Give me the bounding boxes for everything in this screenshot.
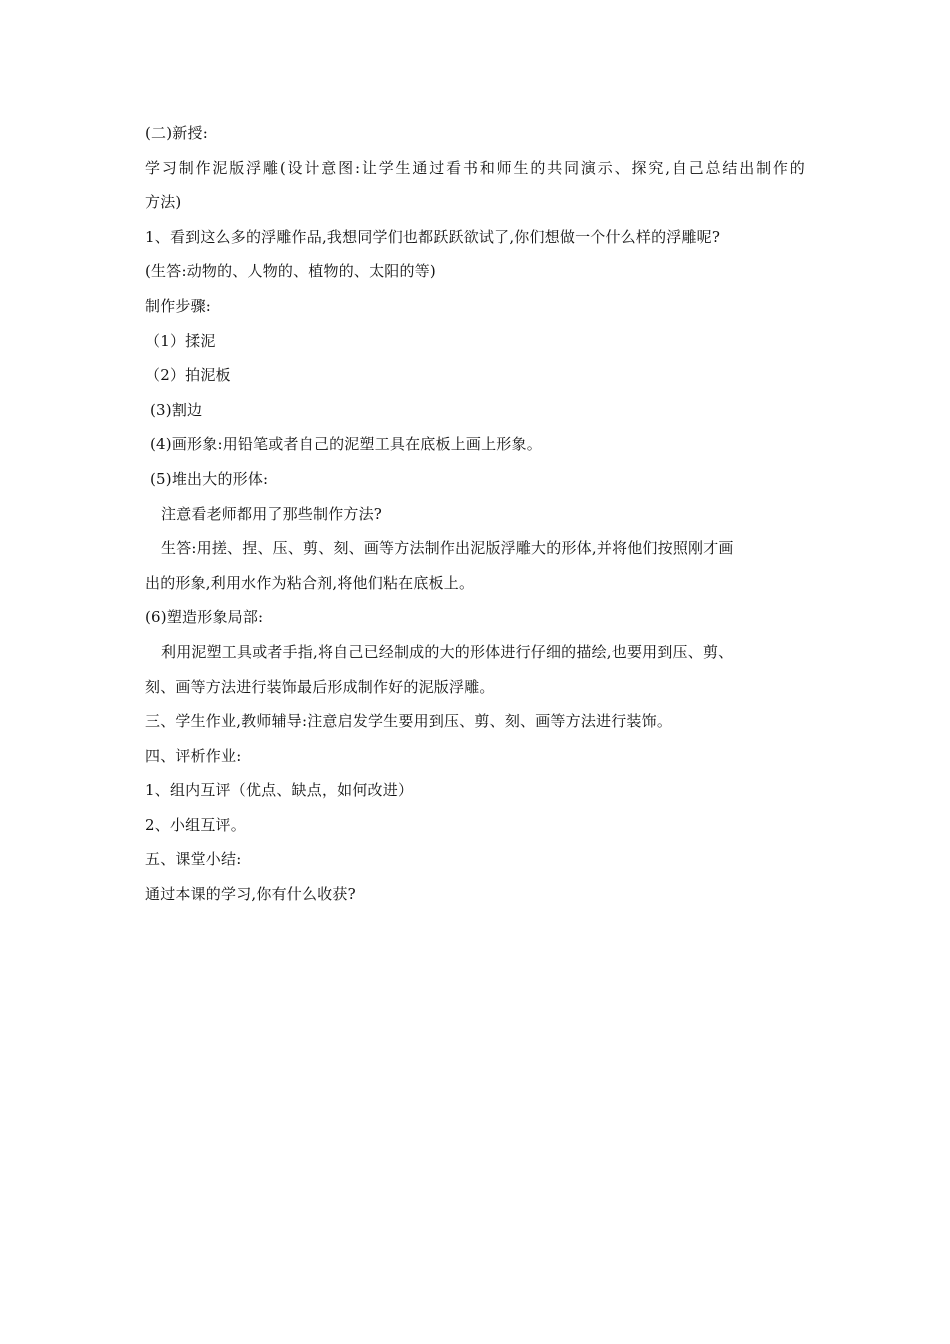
section-student-work: 三、学生作业,教师辅导:注意启发学生要用到压、剪、刻、画等方法进行装饰。 [145,712,673,731]
section-summary: 五、课堂小结: [145,850,242,869]
student-answer-1: (生答:动物的、人物的、植物的、太阳的等) [145,262,436,281]
step-5-answer-cont: 出的形象,利用水作为粘合剂,将他们粘在底板上。 [145,573,475,592]
evaluation-item-1: 1、组内互评（优点、缺点，如何改进） [145,781,414,800]
step-3: (3)割边 [150,400,203,419]
step-5-note: 注意看老师都用了那些制作方法? [161,504,383,523]
step-6: (6)塑造形象局部: [145,608,264,627]
section-evaluation: 四、评析作业: [145,746,242,765]
step-6-detail: 利用泥塑工具或者手指,将自己已经制成的大的形体进行仔细的描绘,也要用到压、剪、 [161,642,734,661]
step-4: (4)画形象:用铅笔或者自己的泥塑工具在底板上画上形象。 [150,435,542,454]
step-5: (5)堆出大的形体: [150,469,269,488]
evaluation-item-2: 2、小组互评。 [145,815,246,834]
section-heading-new-lesson: (二)新授: [145,124,208,142]
lesson-plan-body [145,116,815,912]
step-1: （1）揉泥 [145,331,216,350]
question-1: 1、看到这么多的浮雕作品,我想同学们也都跃跃欲试了,你们想做一个什么样的浮雕呢? [145,227,721,246]
summary-question: 通过本课的学习,你有什么收获? [145,885,356,904]
step-2: （2）拍泥板 [145,366,231,385]
paragraph-learning-goal: 学习制作泥版浮雕(设计意图:让学生通过看书和师生的共同演示、探究,自己总结出制作的 [145,158,805,177]
step-6-detail-cont: 刻、画等方法进行装饰最后形成制作好的泥版浮雕。 [145,677,495,696]
paragraph-learning-goal-cont: 方法) [145,193,182,212]
step-5-answer: 生答:用搓、捏、压、剪、刻、画等方法制作出泥版浮雕大的形体,并将他们按照刚才画 [161,539,734,558]
steps-heading: 制作步骤: [145,296,212,315]
